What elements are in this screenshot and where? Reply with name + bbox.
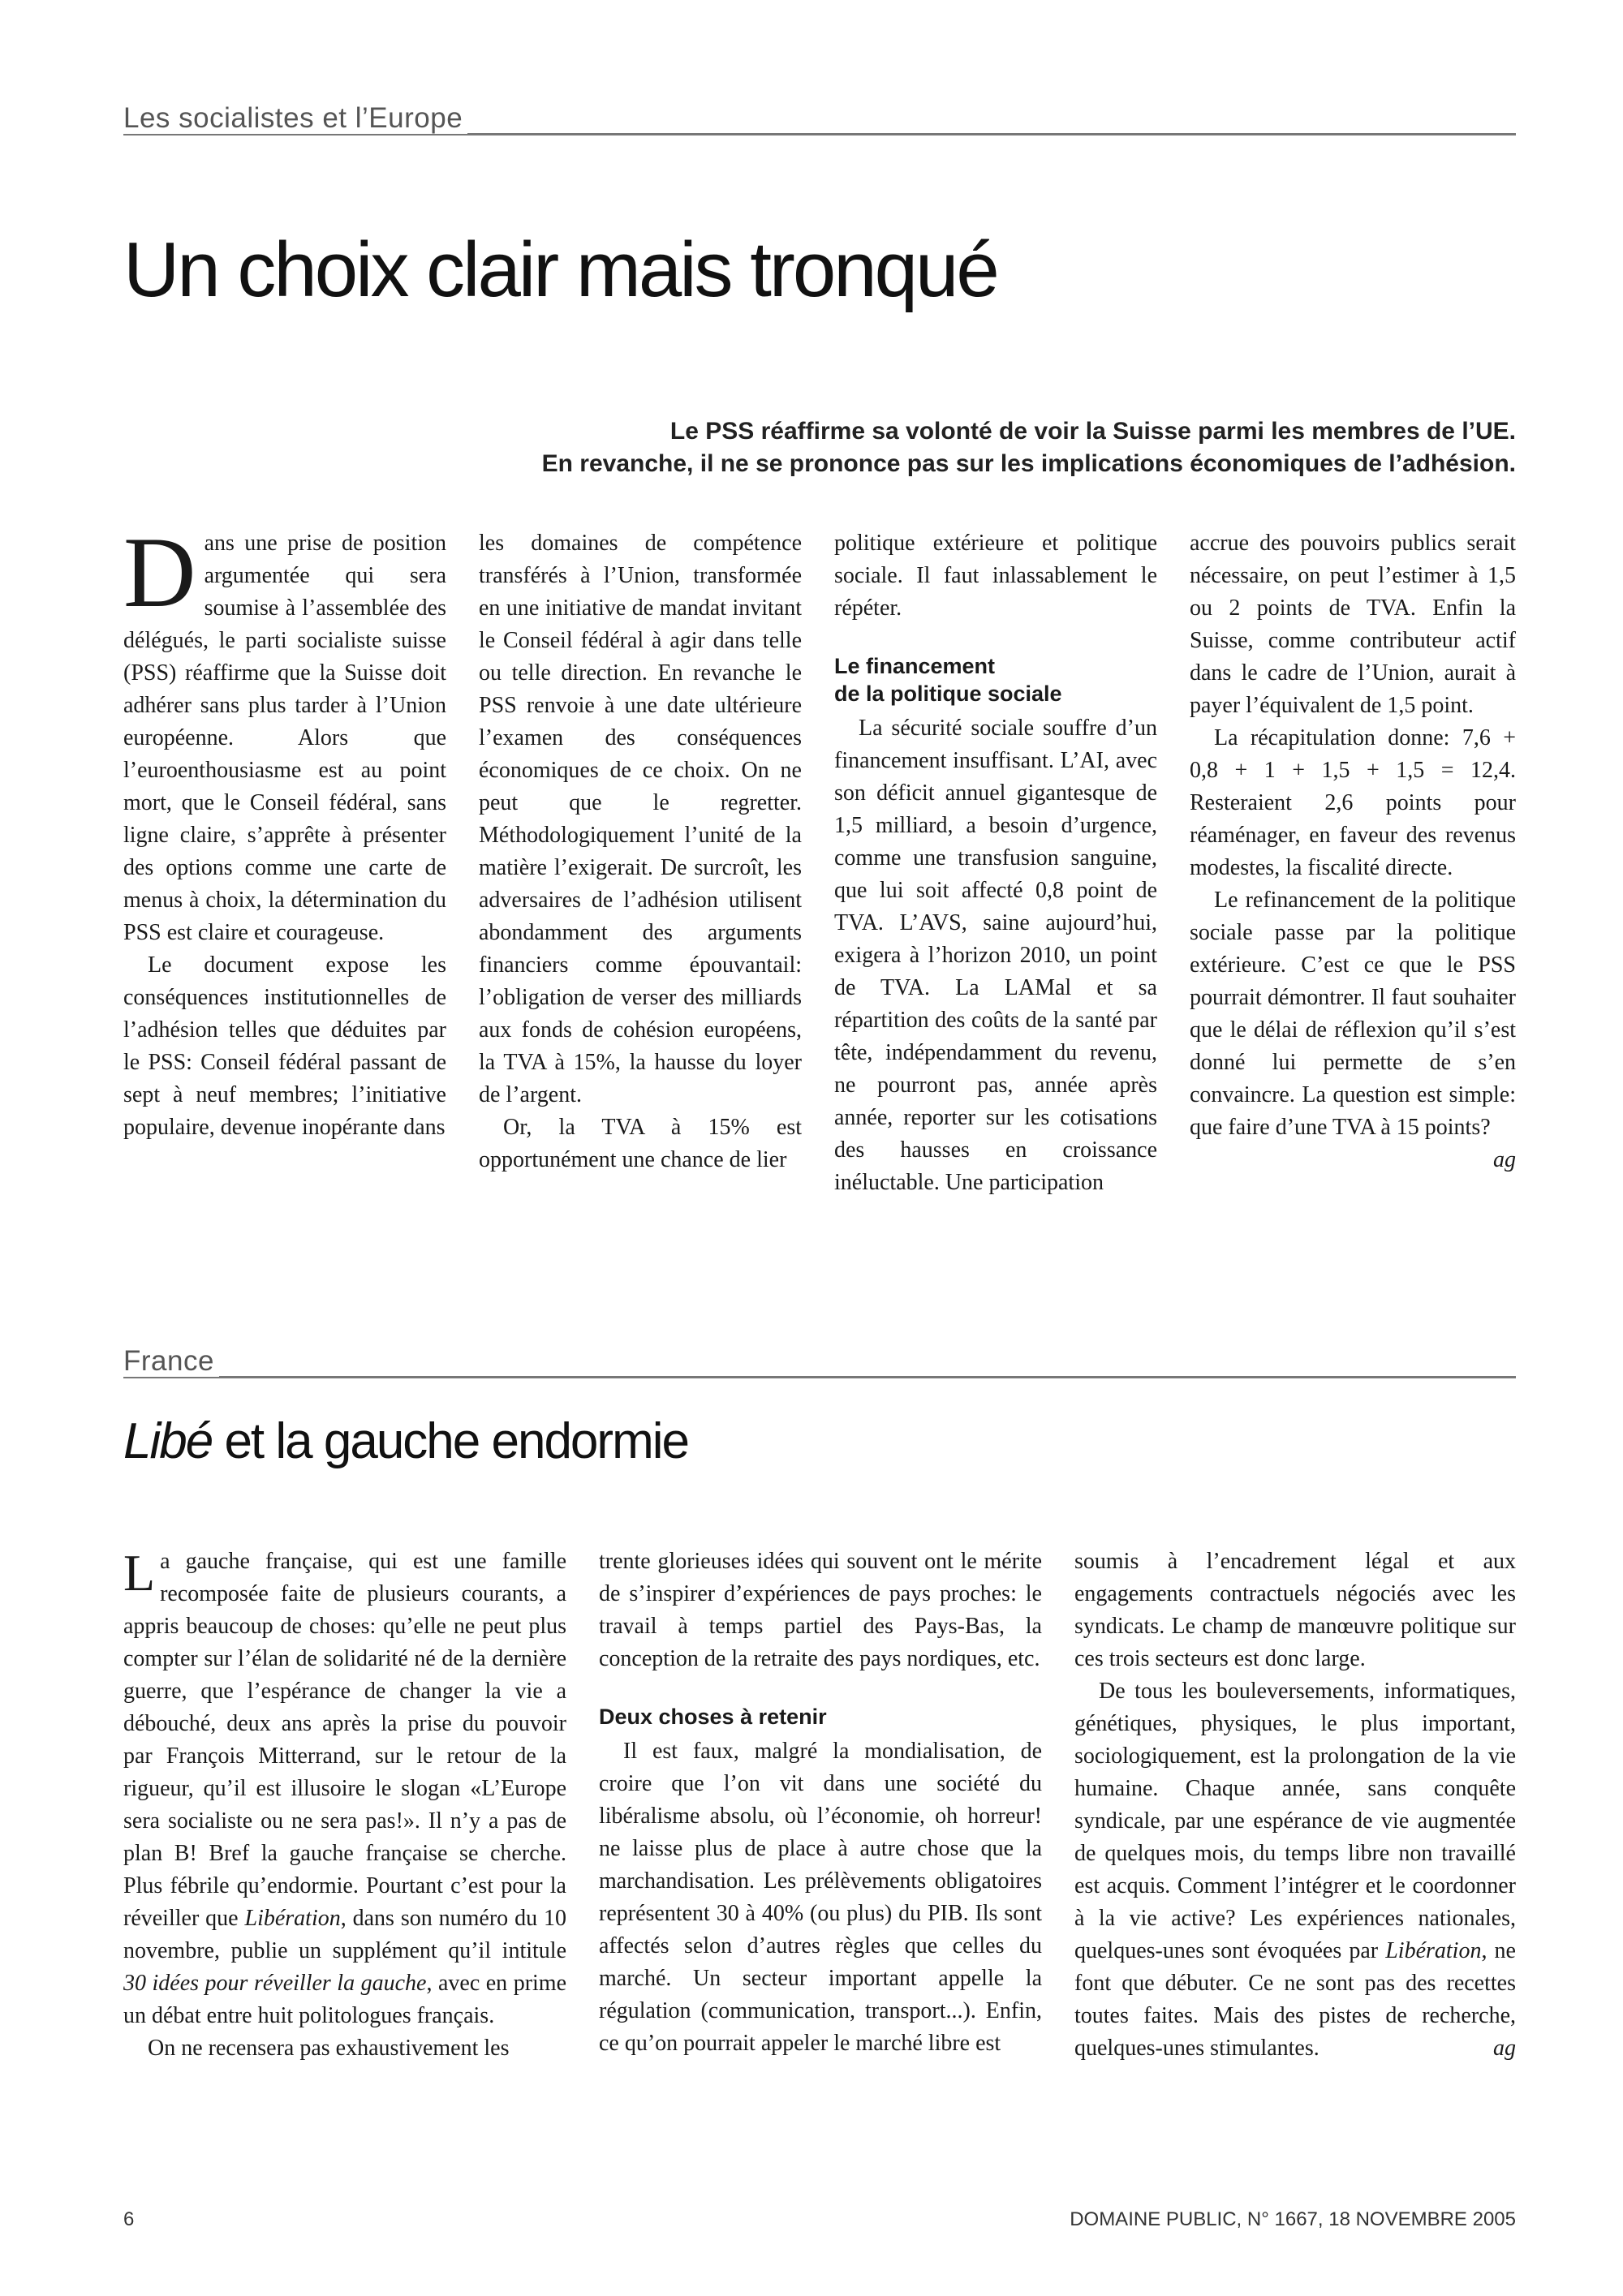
lead-line-1: Le PSS réaffirme sa volonté de voir la Suisse parmi les membres de l’UE. [669,418,1516,445]
paragraph: De tous les bouleversements, informatiques, génétiques, physiques, le plus important, sociologiquement, est la prolongation de la vie humaine. Chaque année, sans conquête syndicale, par une espérance de vie augmentée de quelques mois, du temps libre non travaillé est acquis. Comment l’intégrer et le coordonner à la vie active? Les expériences nationales, quelques-unes sont évoquées par Libération, ne font que débuter. Ce ne sont pas des recettes toutes faites. Mais des pistes de recherche, quelques-unes stimulantes. ag [1074,1675,1516,2065]
paragraph: La sécurité sociale souffre d’un financement insuffisant. L’AI, avec son déficit annuel gigantesque de 1,5 milliard, a besoin d’urgence, comme une transfusion sanguine, que lui soit affecté 0,8 point de TVA. L’AVS, saine aujourd’hui, exigera à l’horizon 2010, un point de TVA. La LAMal et sa répartition des coûts de la santé par tête, indépendamment du revenu, ne pourront pas, année après année, reporter sur les cotisations des hausses en croissance inéluctable. Une participation [834,716,1157,1195]
drop-cap: D [123,517,196,628]
paragraph: Il est faux, malgré la mondialisation, de croire que l’on vit dans une société du libéralisme absolu, où l’économie, oh horreur! ne laisse plus de place à autre chose que la marchandisation. Les prélèvements obligatoires représentent 30 à 40% (ou plus) du PIB. Ils sont affectés selon d’autres règles que celles du marché. Un secteur important appelle la régulation (communication, transport...). Enfin, ce qu’on pourrait appeler le marché libre est [599,1739,1042,2056]
article2-column-3 [1074,1546,1516,2065]
page-number: 6 [123,2208,135,2230]
article1-column-3 [834,527,1157,1199]
article-title-libe: Libé et la gauche endormie [123,1413,688,1469]
article2-column-2 [599,1546,1042,2060]
section-kicker-france: France [123,1347,1516,1378]
article2-column-1 [123,1546,566,2065]
lead-line-2: En revanche, il ne se prononce pas sur les implications économiques de l’adhésion. [541,450,1516,477]
article1-column-4 [1190,527,1516,1176]
publication-info: DOMAINE PUBLIC, N° 1667, 18 NOVEMBRE 2005 [1070,2208,1516,2230]
paragraph: La gauche française, qui est une famille recomposée faite de plusieurs courants, a appris beaucoup de choses: qu’elle ne peut plus compter sur l’élan de solidarité né de la dernière guerre, que l’espérance de changer la vie a débouché, deux ans après la prise du pouvoir par François Mitterrand, sur le retour de la rigueur, qu’il est illusoire le slogan «L’Europe sera socialiste ou ne sera pas!». Il n’y a pas de plan B! Bref la gauche française se cherche. Plus fébrile qu’endormie. Pourtant c’est pour la réveiller que Libération, dans son numéro du 10 novembre, publie un supplément qu’il intitule 30 idées pour réveiller la gauche, avec en prime un débat entre huit politologues français. [123,1544,566,2028]
paragraph: La récapitulation donne: 7,6 + 0,8 + 1 + 1,5 + 1,5 = 12,4. Resteraient 2,6 points pour réaménager, en faveur des revenus modestes, la fiscalité directe. [1190,725,1516,880]
article1-column-1 [123,517,446,1144]
paragraph: accrue des pouvoirs publics serait nécessaire, on peut l’estimer à 1,5 ou 2 points de TVA. Enfin la Suisse, comme contributeur actif dans le cadre de l’Union, aurait à payer l’équivalent de 1,5 point. [1190,531,1516,718]
paragraph: soumis à l’encadrement légal et aux engagements contractuels négociés avec les syndicats. Le champ de manœuvre politique sur ces trois secteurs est donc large. [1074,1549,1516,1671]
paragraph: politique extérieure et politique sociale. Il faut inlassablement le répéter. [834,531,1157,621]
paragraph: Le document expose les conséquences institutionnelles de l’adhésion telles que déduites par le PSS: Conseil fédéral passant de sept à neuf membres; l’initiative populaire, devenue inopérante dans [123,952,446,1140]
article1-column-2 [479,527,802,1176]
article-lead [136,415,1516,480]
paragraph: Dans une prise de position argumentée qui sera soumise à l’assemblée des délégués, le parti socialiste suisse (PSS) réaffirme que la Suisse doit adhérer sans plus tarder à l’Union européenne. Alors que l’euroenthousiasme est au point mort, que le Conseil fédéral, sans ligne claire, s’apprête à présenter des options comme une carte de menus à choix, la détermination du PSS est claire et courageuse. [123,517,446,945]
drop-cap: L [123,1544,156,1602]
subheading-deux-choses: Deux choses à retenir [599,1705,827,1729]
subheading-financement: Le financement de la politique sociale [834,654,1062,706]
paragraph: Or, la TVA à 15% est opportunément une chance de lier [479,1115,802,1172]
article-title-choix: Un choix clair mais tronqué [123,226,997,313]
section-kicker-europe: Les socialistes et l’Europe [123,104,1516,135]
author-signature: ag [1493,1147,1516,1172]
paragraph: les domaines de compétence transférés à l’Union, transformée en une initiative de mandat invitant le Conseil fédéral à agir dans telle ou telle direction. En revanche le PSS renvoie à une date ultérieure l’examen des conséquences économiques de ce choix. On ne peut que le regretter. Méthodologiquement l’unité de la matière l’exigerait. De surcroît, les adversaires de l’adhésion utilisent abondamment des arguments financiers comme épouvantail: l’obligation de verser des milliards aux fonds de cohésion européens, la TVA à 15%, la hausse du loyer de l’argent. [479,531,802,1107]
paragraph: Le refinancement de la politique sociale passe par la politique extérieure. C’est ce que le PSS pourrait démontrer. Il faut souhaiter que le délai de réflexion qu’il s’est donné lui permette de s’en convaincre. La question est simple: que faire d’une TVA à 15 points? ag [1190,884,1516,1144]
author-signature: ag [1493,2036,1516,2061]
paragraph: trente glorieuses idées qui souvent ont le mérite de s’inspirer d’expériences de pays proches: le travail à temps partiel des Pays-Bas, la conception de la retraite des pays nordiques, etc. [599,1549,1042,1671]
paragraph: On ne recensera pas exhaustivement les [148,2036,510,2061]
